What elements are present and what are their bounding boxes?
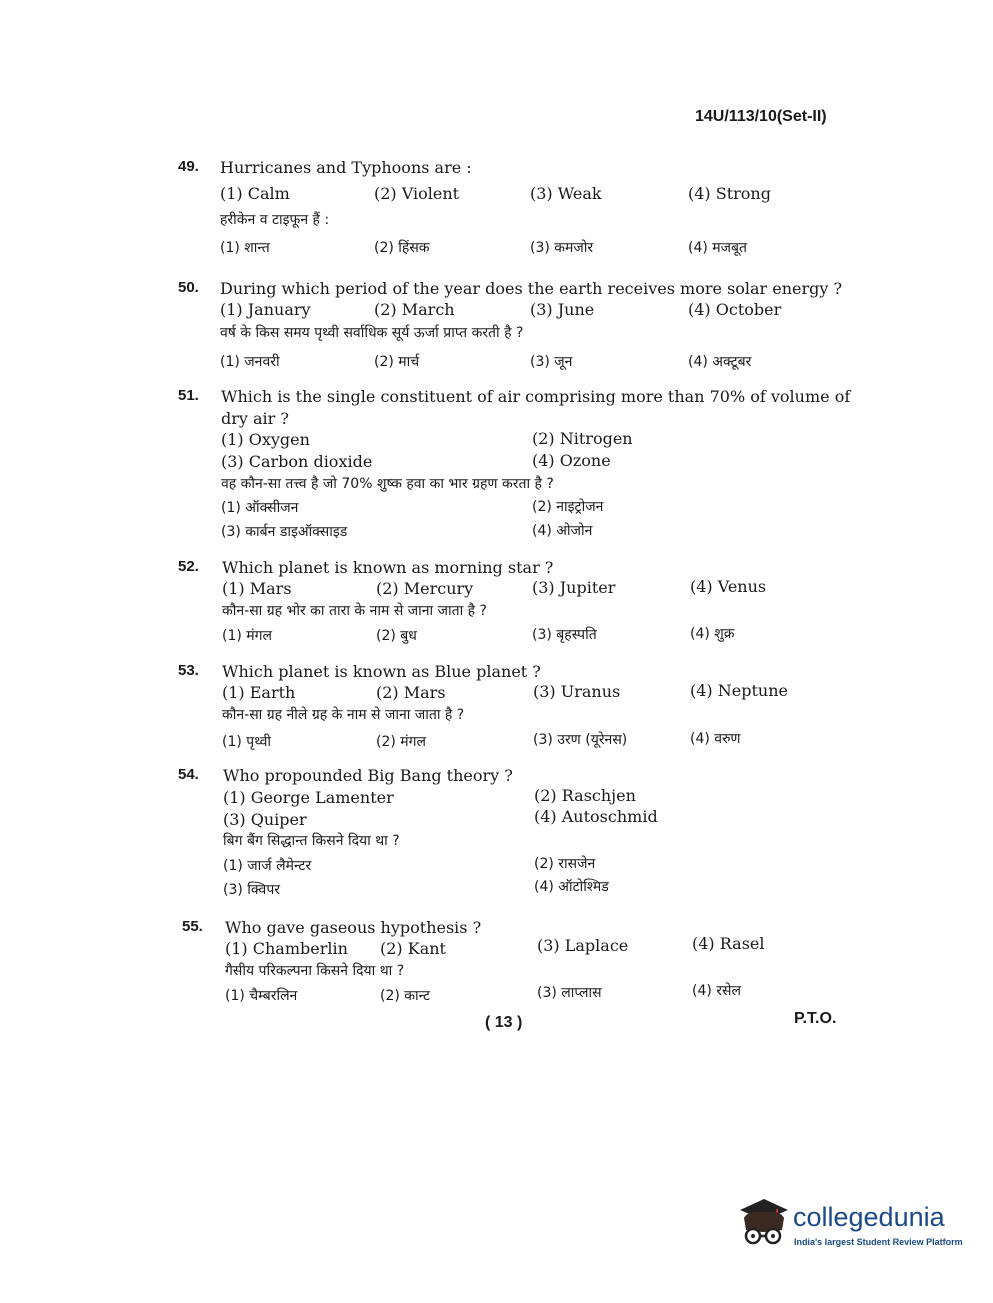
page-number: ( 13 ) bbox=[485, 1014, 523, 1031]
option-hi-1: (1) मंगल bbox=[222, 628, 273, 644]
option-en-3: (3) Weak bbox=[530, 184, 602, 203]
option-hi-3: (3) लाप्लास bbox=[537, 985, 602, 1001]
option-en-2: (2) Mercury bbox=[376, 579, 474, 598]
option-hi-4: (4) वरुण bbox=[690, 731, 741, 747]
option-en-4: (4) Rasel bbox=[692, 934, 765, 953]
question-number: 51. bbox=[178, 387, 199, 404]
question-number: 50. bbox=[178, 279, 199, 296]
option-en-4: (4) Strong bbox=[688, 184, 771, 203]
option-en-1: (1) January bbox=[220, 300, 311, 319]
student-mascot-icon bbox=[736, 1196, 792, 1256]
option-hi-3: (3) जून bbox=[530, 354, 573, 370]
option-en-1: (1) Calm bbox=[220, 184, 290, 203]
option-hi-1: (1) शान्त bbox=[220, 240, 270, 256]
question-text-hi: कौन-सा ग्रह नीले ग्रह के नाम से जाना जाता है ? bbox=[222, 707, 465, 723]
question-text-hi: बिग बैंग सिद्धान्त किसने दिया था ? bbox=[223, 833, 400, 849]
option-en-3: (3) Laplace bbox=[537, 936, 629, 955]
question-text-en: During which period of the year does the earth receives more solar energy ? bbox=[220, 279, 843, 298]
option-en-4: (4) Ozone bbox=[532, 451, 611, 470]
paper-code: 14U/113/10(Set-II) bbox=[695, 108, 827, 125]
question-text-en: Hurricanes and Typhoons are : bbox=[220, 158, 472, 177]
question-text-en: Which planet is known as Blue planet ? bbox=[222, 662, 541, 681]
option-hi-4: (4) रसेल bbox=[692, 983, 741, 999]
option-en-2: (2) Raschjen bbox=[534, 786, 636, 805]
option-hi-1: (1) जनवरी bbox=[220, 354, 280, 370]
option-en-1: (1) Chamberlin bbox=[225, 939, 348, 958]
option-hi-3: (3) कार्बन डाइऑक्साइड bbox=[221, 524, 348, 540]
option-hi-1: (1) ऑक्सीजन bbox=[221, 500, 299, 516]
question-number: 49. bbox=[178, 158, 199, 175]
option-hi-1: (1) चैम्बरलिन bbox=[225, 988, 298, 1004]
option-hi-2: (2) कान्ट bbox=[380, 988, 431, 1004]
option-en-2: (2) Mars bbox=[376, 683, 446, 702]
option-hi-2: (2) हिंसक bbox=[374, 240, 430, 256]
question-text-hi: वह कौन-सा तत्त्व है जो 70% शुष्क हवा का भार ग्रहण करता है ? bbox=[221, 476, 554, 492]
question-number: 53. bbox=[178, 662, 199, 679]
option-hi-3: (3) कमजोर bbox=[530, 240, 594, 256]
question-text-en-cont: dry air ? bbox=[221, 409, 289, 428]
option-en-2: (2) Nitrogen bbox=[532, 429, 633, 448]
question-text-hi: गैसीय परिकल्पना किसने दिया था ? bbox=[225, 963, 405, 979]
logo-wordmark: collegedunia bbox=[793, 1202, 945, 1232]
question-text-hi: वर्ष के किस समय पृथ्वी सर्वाधिक सूर्य ऊर्जा प्राप्त करती है ? bbox=[220, 325, 524, 341]
logo-tagline: India's largest Student Review Platform bbox=[794, 1237, 963, 1247]
option-hi-4: (4) अक्टूबर bbox=[688, 354, 752, 370]
question-text-en: Who propounded Big Bang theory ? bbox=[223, 766, 513, 785]
option-hi-1: (1) पृथ्वी bbox=[222, 734, 272, 750]
option-hi-4: (4) शुक्र bbox=[690, 626, 735, 642]
option-en-2: (2) Violent bbox=[374, 184, 460, 203]
option-hi-3: (3) बृहस्पति bbox=[532, 627, 597, 643]
option-en-4: (4) Venus bbox=[690, 577, 767, 596]
pto-label: P.T.O. bbox=[794, 1010, 837, 1027]
question-text-hi: कौन-सा ग्रह भोर का तारा के नाम से जाना जाता है ? bbox=[222, 603, 487, 619]
option-en-4: (4) Neptune bbox=[690, 681, 788, 700]
question-number: 54. bbox=[178, 766, 199, 783]
option-en-3: (3) Carbon dioxide bbox=[221, 452, 373, 471]
option-en-2: (2) Kant bbox=[380, 939, 446, 958]
question-text-en: Which is the single constituent of air comprising more than 70% of volume of bbox=[221, 387, 851, 406]
option-en-3: (3) Jupiter bbox=[532, 578, 616, 597]
question-text-hi: हरीकेन व टाइफून हैं : bbox=[220, 212, 330, 228]
option-hi-4: (4) ओजोन bbox=[532, 523, 593, 539]
option-en-1: (1) Mars bbox=[222, 579, 292, 598]
question-text-en: Who gave gaseous hypothesis ? bbox=[225, 918, 482, 937]
option-en-2: (2) March bbox=[374, 300, 455, 319]
option-en-3: (3) Uranus bbox=[533, 682, 621, 701]
option-en-4: (4) October bbox=[688, 300, 782, 319]
option-hi-2: (2) मार्च bbox=[374, 354, 420, 370]
option-en-1: (1) George Lamenter bbox=[223, 788, 394, 807]
question-number: 55. bbox=[182, 918, 203, 935]
option-en-3: (3) June bbox=[530, 300, 595, 319]
option-hi-2: (2) मंगल bbox=[376, 734, 427, 750]
question-text-en: Which planet is known as morning star ? bbox=[222, 558, 554, 577]
option-hi-2: (2) नाइट्रोजन bbox=[532, 499, 604, 515]
option-hi-2: (2) रासजेन bbox=[534, 856, 596, 872]
option-hi-2: (2) बुध bbox=[376, 628, 417, 644]
collegedunia-logo bbox=[736, 1196, 966, 1256]
option-en-1: (1) Oxygen bbox=[221, 430, 310, 449]
option-en-4: (4) Autoschmid bbox=[534, 807, 658, 826]
option-hi-1: (1) जार्ज लैमेन्टर bbox=[223, 858, 312, 874]
option-hi-4: (4) मजबूत bbox=[688, 240, 748, 256]
option-hi-4: (4) ऑटोश्मिड bbox=[534, 879, 609, 895]
option-en-1: (1) Earth bbox=[222, 683, 296, 702]
option-hi-3: (3) क्विपर bbox=[223, 882, 280, 898]
option-hi-3: (3) उरण (यूरेनस) bbox=[533, 732, 628, 748]
option-en-3: (3) Quiper bbox=[223, 810, 307, 829]
question-number: 52. bbox=[178, 558, 199, 575]
